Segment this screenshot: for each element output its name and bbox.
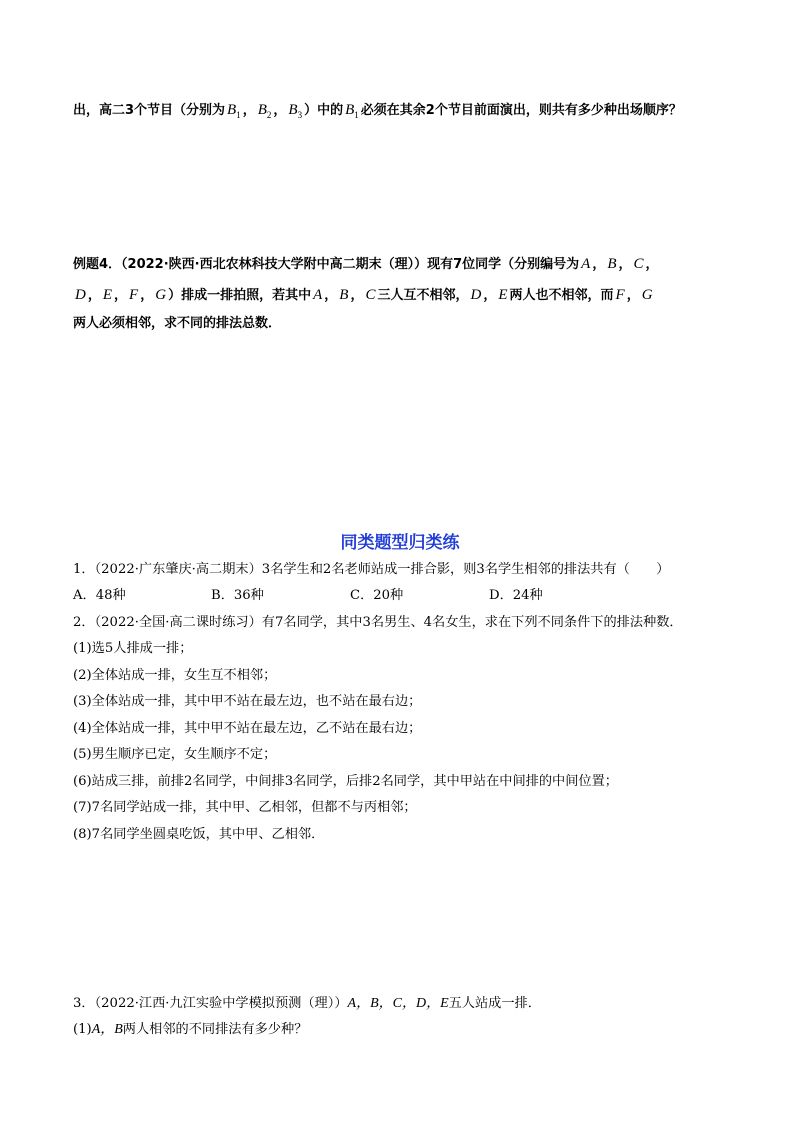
section-title: 同类题型归类练: [340, 533, 460, 553]
top-question-line: 出，高二3个节目（分别为 $B_1$ ， $B_2$ ， $B_3$ ）中的 $B_1$ 必须在其余2个节目前面演出，则共有多少种出场顺序？: [73, 102, 682, 120]
top-question-text-1: 出，高二3个节目（分别为: [73, 103, 226, 118]
example4-text-2: ）排成一排拍照，若其中: [168, 288, 312, 303]
q1-option-b: B．36种: [211, 588, 264, 603]
q1-options: [73, 586, 773, 606]
q1-option-d: D．24种: [489, 588, 543, 603]
q1-stem: 1．（2022·广东肇庆·高二期末）3名学生和2名老师站成一排合影，则3名学生相邻的排法共有（ ）: [73, 562, 670, 577]
example4-line-2: D ， E ， F ， G ）排成一排拍照，若其中 A ， B ， C 三人互不相邻， D ， E 两人也不相邻，而 F ， G: [75, 287, 653, 303]
q3-stem: 3．（2022·江西·九江实验中学模拟预测（理））A，B，C，D，E五人站成一排．: [73, 996, 541, 1011]
q3-letters: A，B，C，D，E: [347, 996, 449, 1011]
math-b: B: [607, 256, 617, 272]
math-b1: $B_1$: [227, 102, 241, 120]
q2-part-5: (5)男生顺序已定，女生顺序不定；: [73, 747, 277, 762]
q1-option-c: C．20种: [350, 588, 404, 603]
math-b1-again: $B_1$: [345, 102, 359, 120]
math-b3: $B_3$: [288, 102, 303, 120]
q2-part-4: (4)全体站成一排，其中甲不站在最左边，乙不站在最右边；: [73, 721, 422, 736]
example4-text-4: 两人也不相邻，而: [509, 288, 614, 303]
example4-line-1: 例题4．（2022·陕西·西北农林科技大学附中高二期末（理））现有7位同学（分别编号为 A ， B ， C ，: [73, 256, 659, 272]
q2-part-3: (3)全体站成一排，其中甲不站在最左边，也不站在最右边；: [73, 694, 422, 709]
top-question-text-3: 必须在其余2个节目前面演出，则共有多少种出场顺序？: [360, 103, 682, 118]
example4-label: 例题4．（2022·陕西·西北农林科技大学附中高二期末（理））现有7位同学（分别编号为: [73, 257, 580, 272]
math-a: A: [581, 256, 591, 272]
example4-text-3: 三人互不相邻，: [377, 288, 469, 303]
q3-part-1: (1)A，B两人相邻的不同排法有多少种？: [73, 1022, 308, 1037]
q2-stem: 2．（2022·全国·高二课时练习）有7名同学，其中3名男生、4名女生，求在下列不同条件下的排法种数．: [73, 615, 683, 630]
q2-part-1: (1)选5人排成一排；: [73, 641, 193, 656]
q2-part-8: (8)7名同学坐圆桌吃饭，其中甲、乙相邻．: [73, 827, 325, 842]
q2-part-6: (6)站成三排，前排2名同学，中间排3名同学，后排2名同学，其中甲站在中间排的中间位置；: [73, 774, 618, 789]
top-question-text-2: ）中的: [304, 103, 344, 118]
q2-part-2: (2)全体站成一排，女生互不相邻；: [73, 668, 277, 683]
math-c: C: [633, 256, 644, 272]
math-b2: $B_2$: [257, 102, 272, 120]
q1-option-a: A．48种: [73, 588, 126, 603]
example4-line-3: 两人必须相邻，求不同的排法总数．: [73, 316, 282, 331]
q2-part-7: (7)7名同学站成一排，其中甲、乙相邻，但都不与丙相邻；: [73, 800, 417, 815]
